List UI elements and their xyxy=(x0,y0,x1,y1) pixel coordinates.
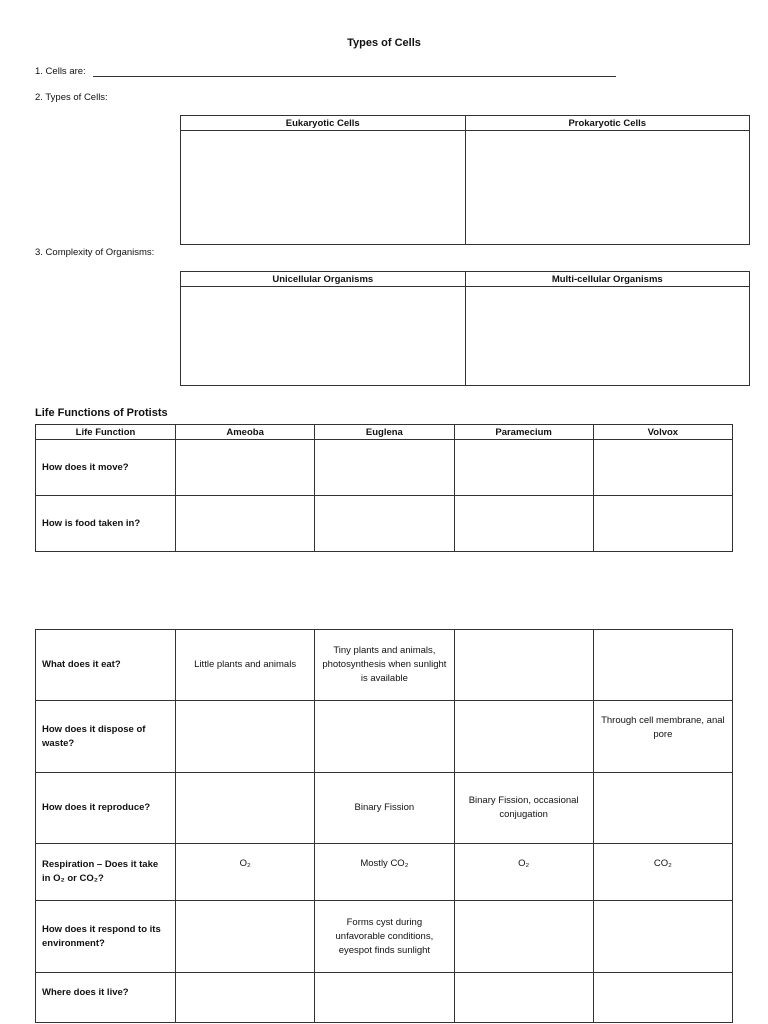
answer-cell[interactable]: Through cell membrane, anal pore xyxy=(593,701,732,773)
answer-cell[interactable]: O₂ xyxy=(454,844,593,901)
table-row xyxy=(36,844,733,901)
answer-cell[interactable] xyxy=(593,496,732,552)
row-label-waste: How does it dispose of waste? xyxy=(36,701,176,773)
header-eukaryotic: Eukaryotic Cells xyxy=(181,116,466,131)
answer-cell[interactable] xyxy=(315,496,454,552)
answer-cell[interactable]: Tiny plants and animals, photosynthesis when sunlight is available xyxy=(315,630,454,701)
row-label-eat: What does it eat? xyxy=(36,630,176,701)
table-row xyxy=(36,496,733,552)
table-row xyxy=(36,773,733,844)
answer-cell[interactable] xyxy=(315,440,454,496)
header-paramecium: Paramecium xyxy=(454,425,593,440)
question-complexity: 3. Complexity of Organisms: xyxy=(35,247,155,258)
answer-blank-line xyxy=(93,76,616,77)
table-row xyxy=(36,973,733,1023)
protists-table-page2 xyxy=(35,629,733,1023)
answer-cell[interactable] xyxy=(454,901,593,973)
eukaryotic-answer-cell[interactable] xyxy=(181,131,466,245)
answer-cell[interactable] xyxy=(454,630,593,701)
answer-cell[interactable] xyxy=(176,440,315,496)
answer-cell[interactable]: Binary Fission, occasional conjugation xyxy=(454,773,593,844)
answer-cell[interactable] xyxy=(176,973,315,1023)
answer-cell[interactable]: Little plants and animals xyxy=(176,630,315,701)
row-label-move: How does it move? xyxy=(36,440,176,496)
row-label-respiration: Respiration – Does it take in O₂ or CO₂? xyxy=(36,844,176,901)
table-row xyxy=(36,630,733,701)
answer-cell[interactable] xyxy=(454,973,593,1023)
table-row xyxy=(36,701,733,773)
row-label-respond: How does it respond to its environment? xyxy=(36,901,176,973)
answer-cell[interactable]: Mostly CO₂ xyxy=(315,844,454,901)
answer-cell[interactable] xyxy=(593,901,732,973)
unicellular-answer-cell[interactable] xyxy=(181,287,466,386)
answer-cell[interactable]: Binary Fission xyxy=(315,773,454,844)
header-volvox: Volvox xyxy=(593,425,732,440)
table-row xyxy=(36,440,733,496)
answer-cell[interactable] xyxy=(315,701,454,773)
answer-cell[interactable]: CO₂ xyxy=(593,844,732,901)
answer-cell[interactable] xyxy=(454,496,593,552)
answer-cell[interactable] xyxy=(593,973,732,1023)
question-types-of-cells: 2. Types of Cells: xyxy=(35,92,108,103)
protists-table-page1 xyxy=(35,424,733,552)
answer-cell[interactable] xyxy=(315,973,454,1023)
prokaryotic-answer-cell[interactable] xyxy=(465,131,750,245)
answer-cell[interactable] xyxy=(176,701,315,773)
protists-section-title: Life Functions of Protists xyxy=(35,407,168,419)
header-multicellular: Multi-cellular Organisms xyxy=(465,272,750,287)
answer-cell[interactable]: O₂ xyxy=(176,844,315,901)
cell-types-table xyxy=(180,115,750,245)
page-title: Types of Cells xyxy=(347,37,421,49)
answer-cell[interactable]: Forms cyst during unfavorable conditions, eyespot finds sunlight xyxy=(315,901,454,973)
header-ameoba: Ameoba xyxy=(176,425,315,440)
multicellular-answer-cell[interactable] xyxy=(465,287,750,386)
row-label-reproduce: How does it reproduce? xyxy=(36,773,176,844)
complexity-table xyxy=(180,271,750,386)
answer-cell[interactable] xyxy=(454,440,593,496)
row-label-live: Where does it live? xyxy=(36,973,176,1023)
answer-cell[interactable] xyxy=(176,773,315,844)
answer-cell[interactable] xyxy=(176,496,315,552)
answer-cell[interactable] xyxy=(593,440,732,496)
header-prokaryotic: Prokaryotic Cells xyxy=(465,116,750,131)
table-row xyxy=(36,901,733,973)
question-cells-are: 1. Cells are: xyxy=(35,66,86,77)
row-label-food: How is food taken in? xyxy=(36,496,176,552)
header-euglena: Euglena xyxy=(315,425,454,440)
header-life-function: Life Function xyxy=(36,425,176,440)
answer-cell[interactable] xyxy=(593,773,732,844)
header-unicellular: Unicellular Organisms xyxy=(181,272,466,287)
answer-cell[interactable] xyxy=(454,701,593,773)
answer-cell[interactable] xyxy=(176,901,315,973)
answer-cell[interactable] xyxy=(593,630,732,701)
